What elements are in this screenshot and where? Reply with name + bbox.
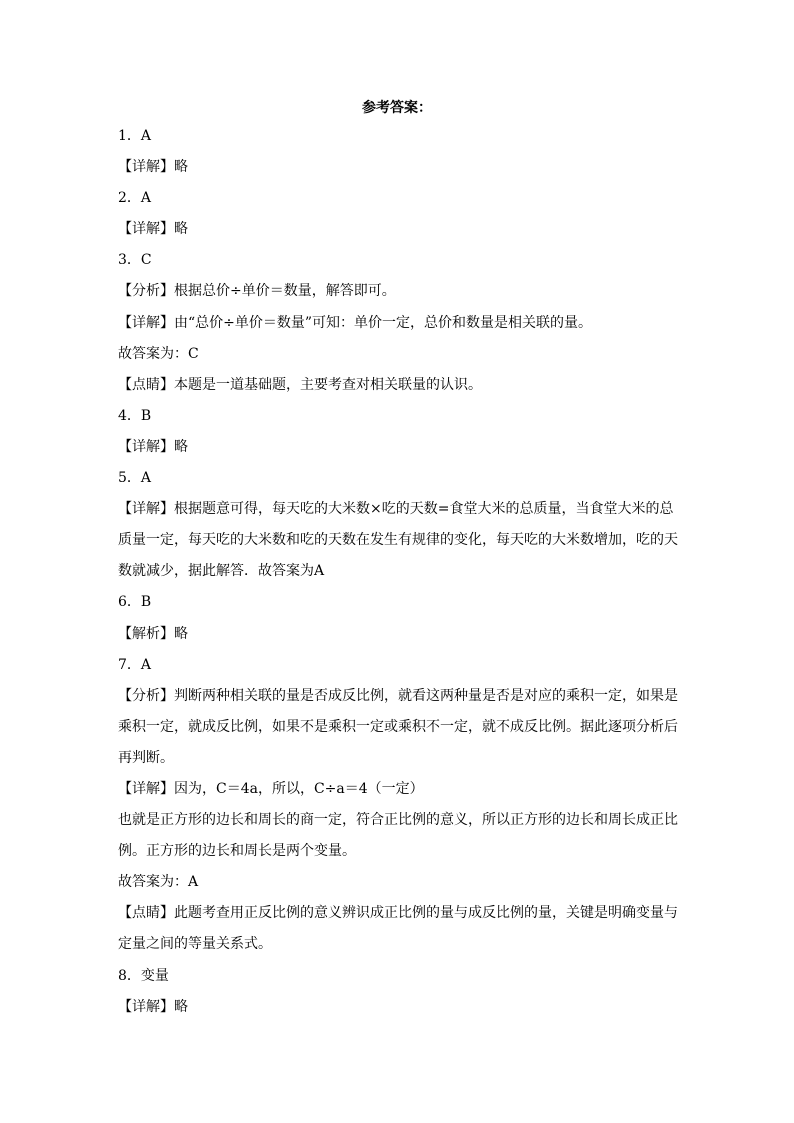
page-title: 参考答案：: [362, 100, 432, 116]
answer-detail-1: 【详解】略: [118, 159, 188, 176]
answer-number-2: 2．A: [118, 190, 152, 207]
answer-detail-7: 【详解】因为，C＝4a，所以，C÷a＝4（一定）: [118, 780, 424, 797]
answer-detail-7-cont: 也就是正方形的边长和周长的商一定，符合正比例的意义，所以正方形的边长和周长成正比例。正方形的边长和周长是两个变量。: [118, 812, 678, 860]
answer-analysis-7: 【分析】判断两种相关联的量是否成反比例，就看这两种量是否是对应的乘积一定，如果是乘积一定，就成反比例，如果不是乘积一定或乘积不一定，就不成反比例。据此逐项分析后再判断。: [118, 687, 678, 766]
answer-number-5: 5．A: [118, 470, 152, 487]
answer-result-7: 故答案为：A: [118, 874, 199, 891]
answer-detail-3: 【详解】由“总价÷单价＝数量”可知：单价一定，总价和数量是相关联的量。: [118, 314, 593, 331]
answer-detail-4: 【详解】略: [118, 438, 188, 455]
answer-detail-2: 【详解】略: [118, 221, 188, 238]
answer-number-8: 8．变量: [118, 967, 169, 984]
answer-comment-3: 【点睛】本题是一道基础题，主要考查对相关联量的认识。: [118, 376, 482, 393]
answer-comment-7: 【点睛】此题考查用正反比例的意义辨识成正比例的量与成反比例的量，关键是明确变量与定量之间的等量关系式。: [118, 905, 678, 953]
answer-result-3: 故答案为：C: [118, 345, 199, 362]
answer-detail-8: 【详解】略: [118, 998, 188, 1015]
answer-number-3: 3．C: [118, 252, 152, 269]
answer-number-1: 1．A: [118, 128, 152, 144]
answer-explanation-6: 【解析】略: [118, 625, 188, 642]
answer-content: [118, 121, 683, 1023]
answer-detail-5: 【详解】根据题意可得，每天吃的大米数×吃的天数=食堂大米的总质量，当食堂大米的总质量一定，每天吃的大米数和吃的天数在发生有规律的变化，每天吃的大米数增加，吃的天数就减少，据此解答．故答案为A: [118, 501, 678, 580]
answer-analysis-3: 【分析】根据总价÷单价＝数量，解答即可。: [118, 283, 396, 300]
answer-number-6: 6．B: [118, 594, 152, 611]
answer-number-7: 7．A: [118, 656, 152, 673]
answer-number-4: 4．B: [118, 407, 152, 424]
